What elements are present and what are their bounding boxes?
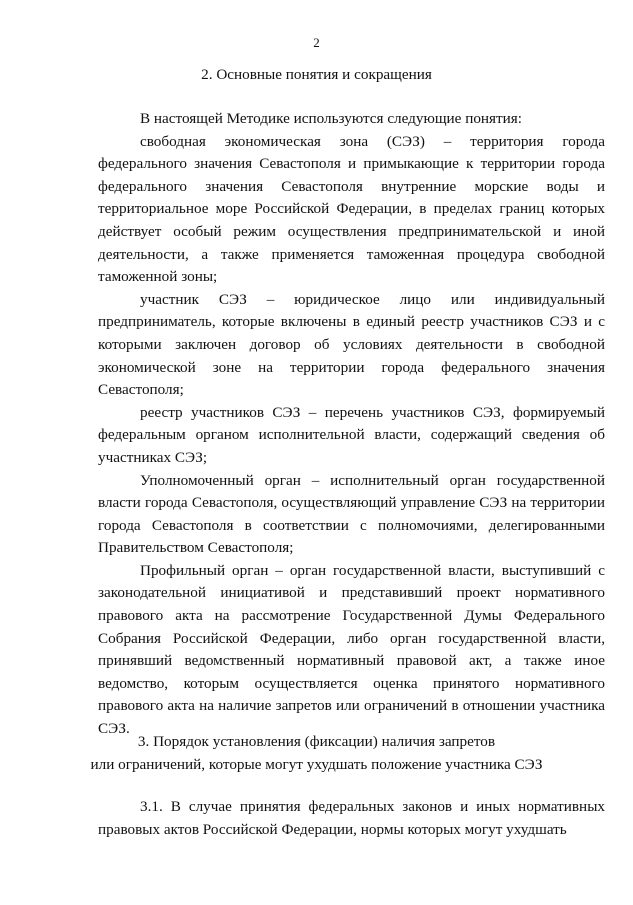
section-3-body: [98, 796, 605, 841]
section-2-intro: В настоящей Методике используются следующие понятия:: [140, 110, 523, 127]
definition-participant-registry: реестр участников СЭЗ – перечень участников СЭЗ, формируемый федеральным органом исполнительной власти, содержащий сведения об участниках СЭЗ;: [98, 403, 605, 466]
section-3-heading-line-2: или ограничений, которые могут ухудшать положение участника СЭЗ: [90, 755, 543, 773]
section-3-heading: [0, 731, 633, 776]
paragraph-3-1: 3.1. В случае принятия федеральных законов и иных нормативных правовых актов Российской Федерации, нормы которых могут ухудшать: [98, 798, 605, 838]
definition-sez-participant: участник СЭЗ – юридическое лицо или индивидуальный предприниматель, которые включены в единый реестр участников СЭЗ и с которыми заключен договор об условиях деятельности в свободной экономической зоне на территории города федерального значения Севастополя;: [98, 290, 605, 399]
section-3-heading-line-1: 3. Порядок установления (фиксации) наличия запретов: [137, 733, 496, 750]
definition-profile-body: Профильный орган – орган государственной власти, выступивший с законодательной инициативой и представивший проект нормативного правового акта на рассмотрение Государственной Думы Федерального Собрания Российской Федерации, либо орган государственной власти, принявший ведомственный нормативный правовой акт, а также иное ведомство, которым осуществляется оценка принятого нормативного правового акта на наличие запретов или ограничений в отношении участника СЭЗ.: [98, 561, 605, 738]
page-number: 2: [313, 35, 320, 50]
section-2-body: [98, 108, 605, 741]
section-2-heading: 2. Основные понятия и сокращения: [201, 66, 432, 83]
definition-sez: свободная экономическая зона (СЭЗ) – территория города федерального значения Севастополя и примыкающие к территории города федерального значения Севастополя внутренние морские воды и территориальное море Российской Федерации, в пределах границ которых действует особый режим осуществления предпринимательской и иной деятельности, а также применяется таможенная процедура свободной таможенной зоны;: [98, 132, 605, 286]
definition-authorized-body: Уполномоченный орган – исполнительный орган государственной власти города Севастополя, осуществляющий управление СЭЗ на территории города Севастополя в соответствии с полномочиями, делегированными Правительством Севастополя;: [98, 471, 605, 557]
